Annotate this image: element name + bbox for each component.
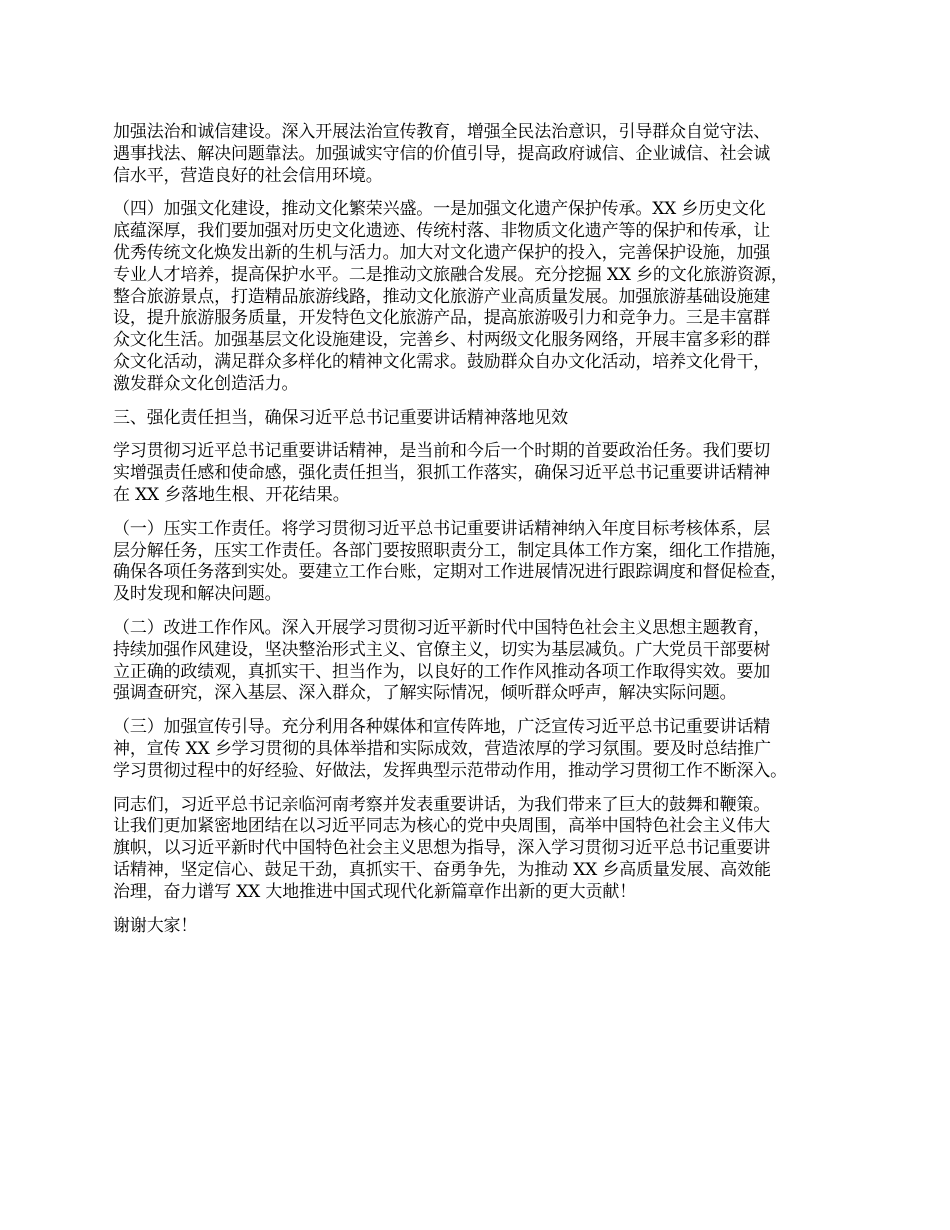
paragraph-closing: 同志们，习近平总书记亲临河南考察并发表重要讲话，为我们带来了巨大的鼓舞和鞭策。 让我们更加紧密地团结在以习近平同志为核心的党中央周围，高举中国特色社会主义伟大 旗帜，以习近平新时代中国特色社会主义思想为指导，深入学习贯彻习近平总书记重要讲 话精神，坚定信心、鼓足干劲，真抓实干、奋勇争先，为推动 XX 乡高质量发展、高效能 治理，奋力谱写 XX 大地推进中国式现代化新篇章作出新的更大贡献！	[113, 794, 771, 902]
paragraph-rule-of-law: 加强法治和诚信建设。深入开展法治宣传教育，增强全民法治意识，引导群众自觉守法、 遇事找法、解决问题靠法。加强诚实守信的价值引导，提高政府诚信、企业诚信、社会诚 信水平，营造良好的社会信用环境。	[113, 122, 771, 186]
paragraph-study-implement: 学习贯彻习近平总书记重要讲话精神，是当前和今后一个时期的首要政治任务。我们要切 实增强责任感和使命感，强化责任担当，狠抓工作落实，确保习近平总书记重要讲话精神 在 XX 乡落地生根、开花结果。	[113, 441, 771, 505]
paragraph-thanks: 谢谢大家！	[113, 915, 198, 936]
document-page	[113, 122, 859, 949]
paragraph-work-responsibility: （一）压实工作责任。将学习贯彻习近平总书记重要讲话精神纳入年度目标考核体系，层 层分解任务，压实工作责任。各部门要按照职责分工，制定具体工作方案，细化工作措施， 确保各项任务落到实处。要建立工作台账，定期对工作进展情况进行跟踪调度和督促检查， 及时发现和解决问题。	[113, 518, 787, 605]
paragraph-publicity: （三）加强宣传引导。充分利用各种媒体和宣传阵地，广泛宣传习近平总书记重要讲话精 神，宣传 XX 乡学习贯彻的具体举措和实际成效，营造浓厚的学习氛围。要及时总结推广 学习贯彻过程中的好经验、好做法，发挥典型示范带动作用，推动学习贯彻工作不断深入。	[113, 717, 787, 781]
paragraph-culture-building: （四）加强文化建设，推动文化繁荣兴盛。一是加强文化遗产保护传承。XX 乡历史文化 底蕴深厚，我们要加强对历史文化遗迹、传统村落、非物质文化遗产等的保护和传承，让 优秀传统文化焕发出新的生机与活力。加大对文化遗产保护的投入，完善保护设施，加强 专业人才培养，提高保护水平。二是推动文旅融合发展。充分挖掘 XX 乡的文化旅游资源， 整合旅游景点，打造精品旅游线路，推动文化旅游产业高质量发展。加强旅游基础设施建 设，提升旅游服务质量，开发特色文化旅游产品，提高旅游吸引力和竞争力。三是丰富群 众文化生活。加强基层文化设施建设，完善乡、村两级文化服务网络，开展丰富多彩的群 众文化活动，满足群众多样化的精神文化需求。鼓励群众自办文化活动，培养文化骨干， 激发群众文化创造活力。	[113, 199, 788, 394]
paragraph-work-style: （二）改进工作作风。深入开展学习贯彻习近平新时代中国特色社会主义思想主题教育， 持续加强作风建设，坚决整治形式主义、官僚主义，切实为基层减负。广大党员干部要树 立正确的政绩观，真抓实干、担当作为，以良好的工作作风推动各项工作取得实效。要加 强调查研究，深入基层、深入群众，了解实际情况，倾听群众呼声，解决实际问题。	[113, 617, 771, 704]
section-heading-responsibility: 三、强化责任担当，确保习近平总书记重要讲话精神落地见效	[113, 407, 568, 428]
